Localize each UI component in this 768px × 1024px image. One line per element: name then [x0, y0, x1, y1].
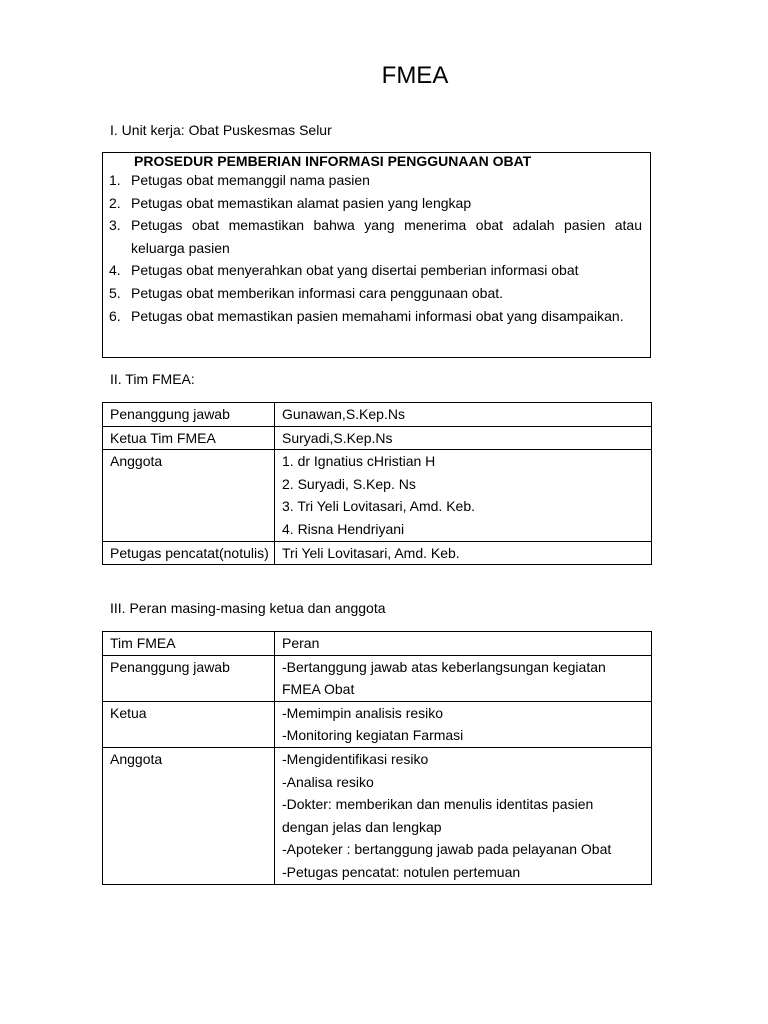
- row-label: Penanggung jawab: [103, 403, 275, 427]
- table-row: [103, 655, 652, 701]
- step-text: Petugas obat memastikan pasien memahami informasi obat yang disampaikan.: [131, 307, 624, 324]
- step-number: 3.: [109, 217, 121, 234]
- table-header-row: [103, 632, 652, 656]
- row-value: [275, 450, 652, 541]
- value-line: -Monitoring kegiatan Farmasi: [282, 727, 464, 744]
- row-label: Anggota: [103, 747, 275, 884]
- step-number: 1.: [109, 172, 121, 188]
- section-1-heading: I. Unit kerja: Obat Puskesmas Selur: [110, 122, 332, 138]
- value-line: Gunawan,S.Kep.Ns: [282, 406, 405, 422]
- row-value: [275, 426, 652, 450]
- value-line: -Apoteker : bertanggung jawab pada pelayanan Obat: [282, 841, 612, 858]
- procedure-step: [109, 282, 642, 305]
- value-line: Tri Yeli Lovitasari, Amd. Keb.: [282, 544, 460, 561]
- value-line: -Dokter: memberikan dan menulis identitas pasien dengan jelas dan lengkap: [282, 796, 594, 835]
- step-text: Petugas obat menyerahkan obat yang disertai pemberian informasi obat: [131, 262, 579, 279]
- table-row: [103, 701, 652, 747]
- step-text: Petugas obat memberikan informasi cara penggunaan obat.: [131, 284, 504, 301]
- step-number: 4.: [109, 262, 121, 279]
- value-line: 2. Suryadi, S.Kep. Ns: [282, 475, 416, 492]
- procedure-step: [109, 192, 642, 215]
- table-row: [103, 541, 652, 565]
- step-number: 6.: [109, 307, 121, 324]
- table-row: [103, 426, 652, 450]
- header-cell: Tim FMEA: [103, 632, 275, 656]
- header-cell: Peran: [275, 632, 652, 656]
- step-text: Petugas obat memastikan bahwa yang menerima obat adalah pasien atau keluarga pasien: [131, 217, 642, 256]
- team-table: [102, 402, 652, 565]
- value-line: -Petugas pencatat: notulen pertemuan: [282, 863, 521, 880]
- row-label: Ketua: [103, 701, 275, 747]
- procedure-step: [109, 169, 642, 192]
- procedure-step: [109, 214, 642, 259]
- value-line: Suryadi,S.Kep.Ns: [282, 429, 393, 446]
- step-text: Petugas obat memanggil nama pasien: [131, 172, 370, 188]
- value-line: -Memimpin analisis resiko: [282, 704, 444, 721]
- step-number: 5.: [109, 284, 121, 301]
- row-value: [275, 403, 652, 427]
- row-label: Ketua Tim FMEA: [103, 426, 275, 450]
- document-title: FMEA: [381, 62, 449, 89]
- table-row: [103, 403, 652, 427]
- row-value: [275, 701, 652, 747]
- row-value: [275, 541, 652, 565]
- table-row: [103, 450, 652, 541]
- procedure-step: [109, 259, 642, 282]
- procedure-steps: [109, 169, 642, 327]
- section-3-heading: III. Peran masing-masing ketua dan anggota: [110, 600, 386, 616]
- step-text: Petugas obat memastikan alamat pasien yang lengkap: [131, 194, 472, 211]
- value-line: -Mengidentifikasi resiko: [282, 750, 429, 767]
- row-value: [275, 747, 652, 884]
- step-number: 2.: [109, 194, 121, 211]
- roles-table: [102, 631, 652, 885]
- table-row: [103, 747, 652, 884]
- row-label: Penanggung jawab: [103, 655, 275, 701]
- value-line: 1. dr Ignatius cHristian H: [282, 453, 436, 470]
- row-label: Anggota: [103, 450, 275, 541]
- value-line: 4. Risna Hendriyani: [282, 520, 405, 537]
- procedure-title: PROSEDUR PEMBERIAN INFORMASI PENGGUNAAN OBAT: [134, 153, 532, 169]
- value-line: -Analisa resiko: [282, 773, 374, 790]
- row-label: Petugas pencatat(notulis): [103, 541, 275, 565]
- procedure-box: [102, 152, 651, 358]
- procedure-step: [109, 305, 642, 328]
- value-line: 3. Tri Yeli Lovitasari, Amd. Keb.: [282, 498, 475, 515]
- section-2-heading: II. Tim FMEA:: [110, 371, 195, 387]
- row-value: [275, 655, 652, 701]
- value-line: -Bertanggung jawab atas keberlangsungan kegiatan FMEA Obat: [282, 658, 606, 698]
